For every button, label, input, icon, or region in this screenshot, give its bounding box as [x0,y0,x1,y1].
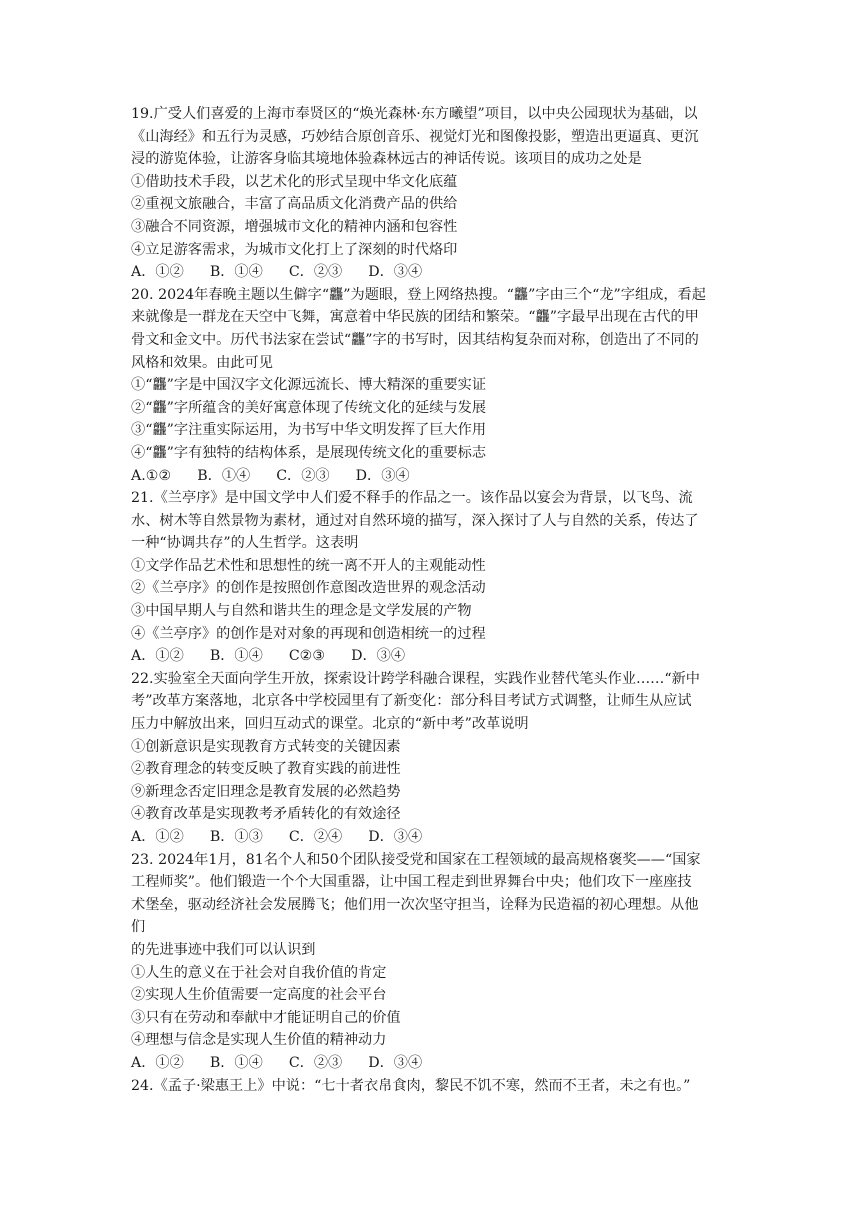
answer-choice: D．③④ [368,829,423,845]
answer-choice: A．①② [131,829,184,845]
statement-option: ②教育理念的转变反映了教育实践的前进性 [131,761,401,778]
answer-choice: D．③④ [368,1054,423,1071]
answer-choice: A．①② [131,648,184,665]
answer-choice: B．①③ [209,829,263,845]
question-stem-line: 《山海经》和五行为灵感，巧妙结合原创音乐、视觉灯光和图像投影，塑造出更逼真、更沉 [131,128,699,145]
question-stem-line: 水、树木等自然景物为素材，通过对自然环境的描写，深入探讨了人与自然的关系，传达了 [131,512,699,529]
exam-page [131,103,731,1097]
statement-option: ④《兰亭序》的创作是对对象的再现和创造相统一的过程 [131,625,486,642]
answer-choice: A．①② [131,1054,184,1071]
question-stem-line: 20. 2024年春晚主题以生僻字“龘”为题眼，登上网络热搜。“龘”字由三个“龙”字组成，看起 [131,286,706,303]
answer-choice: C．②③ [288,1054,343,1071]
statement-option: ④“龘”字有独特的结构体系，是展现传统文化的重要标志 [131,444,487,461]
statement-option: ①人生的意义在于社会对自我价值的肯定 [131,964,387,981]
statement-option: ④立足游客需求，为城市文化打上了深刻的时代烙印 [131,241,458,258]
question-stem-line: 19.广受人们喜爱的上海市奉贤区的“焕光森林·东方曦望”项目，以中央公园现状为基础，以 [131,106,698,122]
question-stem-line: 23. 2024年1月，81名个人和50个团队接受党和国家在工程领域的最高规格褒奖——“国家 [131,851,701,868]
statement-option: ②《兰亭序》的创作是按照创作意图改造世界的观念活动 [131,580,486,597]
answer-choice: D．③④ [368,264,423,281]
statement-option: ②重视文旅融合，丰富了高品质文化消费产品的供给 [131,196,458,213]
question-stem-line: 术堡垒，驱动经济社会发展腾飞；他们用一次次坚守担当，诠释为民造福的初心理想。从他 [131,896,699,913]
statement-option: ③“龘”字注重实际运用，为书写中华文明发挥了巨大作用 [131,422,487,439]
question-24 [131,1075,731,1098]
statement-option: ⑨新理念否定旧理念是教育发展的必然趋势 [131,783,401,800]
answer-choice: A．①② [131,264,184,281]
answer-choice: C②③ [288,648,326,665]
statement-option: ①文学作品艺术性和思想性的统一离不开人的主观能动性 [131,557,486,574]
answer-choices [131,645,731,668]
question-stem-line: 24.《孟子·梁惠王上》中说：“七十者衣帛食肉，黎民不饥不寒，然而不王者，未之有也。” [131,1077,691,1094]
question-stem-line: 22.实验室全天面向学生开放，探索设计跨学科融合课程，实践作业替代笔头作业……“新中 [131,670,700,687]
answer-choice: A.①② [131,467,172,484]
answer-choice: D．③④ [355,467,410,484]
answer-choice: C．②③ [276,467,330,484]
question-stem-line: 风格和效果。由此可见 [131,354,273,371]
question-stem-line: 一种“协调共存”的人生哲学。这表明 [131,535,359,552]
statement-option: ④教育改革是实现教考矛盾转化的有效途径 [131,806,401,823]
question-20 [131,284,731,487]
statement-option: ②“龘”字所蕴含的美好寓意体现了传统文化的延续与发展 [131,399,487,416]
statement-option: ④理想与信念是实现人生价值的精神动力 [131,1032,387,1049]
statement-option: ③中国早期人与自然和谐共生的理念是文学发展的产物 [131,603,472,620]
question-stem-line: 们 [131,919,146,936]
answer-choice: B．①④ [197,467,251,484]
statement-option: ①“龘”字是中国汉字文化源远流长、博大精深的重要实证 [131,377,487,394]
question-22 [131,668,731,849]
statement-option: ③融合不同资源，增强城市文化的精神内涵和包容性 [131,218,458,235]
answer-choice: D．③④ [351,648,406,665]
statement-option: ③只有在劳动和奉献中才能证明自己的价值 [131,1009,401,1026]
answer-choices [131,261,731,284]
question-stem-line: 考”改革方案落地，北京各中学校园里有了新变化：部分科目考试方式调整，让师生从应试 [131,693,692,710]
answer-choice: C．②③ [288,264,343,281]
answer-choices [131,1052,731,1075]
answer-choice: B．①④ [209,1054,263,1071]
statement-option: ②实现人生价值需要一定高度的社会平台 [131,987,387,1004]
statement-option: ①创新意识是实现教育方式转变的关键因素 [131,738,401,755]
question-19 [131,103,731,284]
question-21 [131,487,731,668]
answer-choice: C．②④ [288,829,343,845]
answer-choice: B．①④ [209,648,263,665]
question-stem-line: 的先进事迹中我们可以认识到 [131,941,316,958]
question-23 [131,849,731,1075]
answer-choices [131,465,731,488]
question-stem-line: 来就像是一群龙在天空中飞舞，寓意着中华民族的团结和繁荣。“龘”字最早出现在古代的甲 [131,309,699,326]
answer-choices [131,826,731,849]
question-stem-line: 骨文和金文中。历代书法家在尝试“龘”字的书写时，因其结构复杂而对称，创造出了不同的 [131,331,699,348]
statement-option: ①借助技术手段，以艺术化的形式呈现中华文化底蕴 [131,173,458,190]
question-stem-line: 工程师奖”。他们锻造一个个大国重器，让中国工程走到世界舞台中央；他们攻下一座座技 [131,874,692,891]
question-stem-line: 21.《兰亭序》是中国文学中人们爱不释手的作品之一。该作品以宴会为背景，以飞鸟、流 [131,490,693,507]
question-stem-line: 浸的游览体验，让游客身临其境地体验森林远古的神话传说。该项目的成功之处是 [131,151,642,168]
answer-choice: B．①④ [209,264,263,281]
question-stem-line: 压力中解放出来，回归互动式的课堂。北京的“新中考”改革说明 [131,716,529,733]
